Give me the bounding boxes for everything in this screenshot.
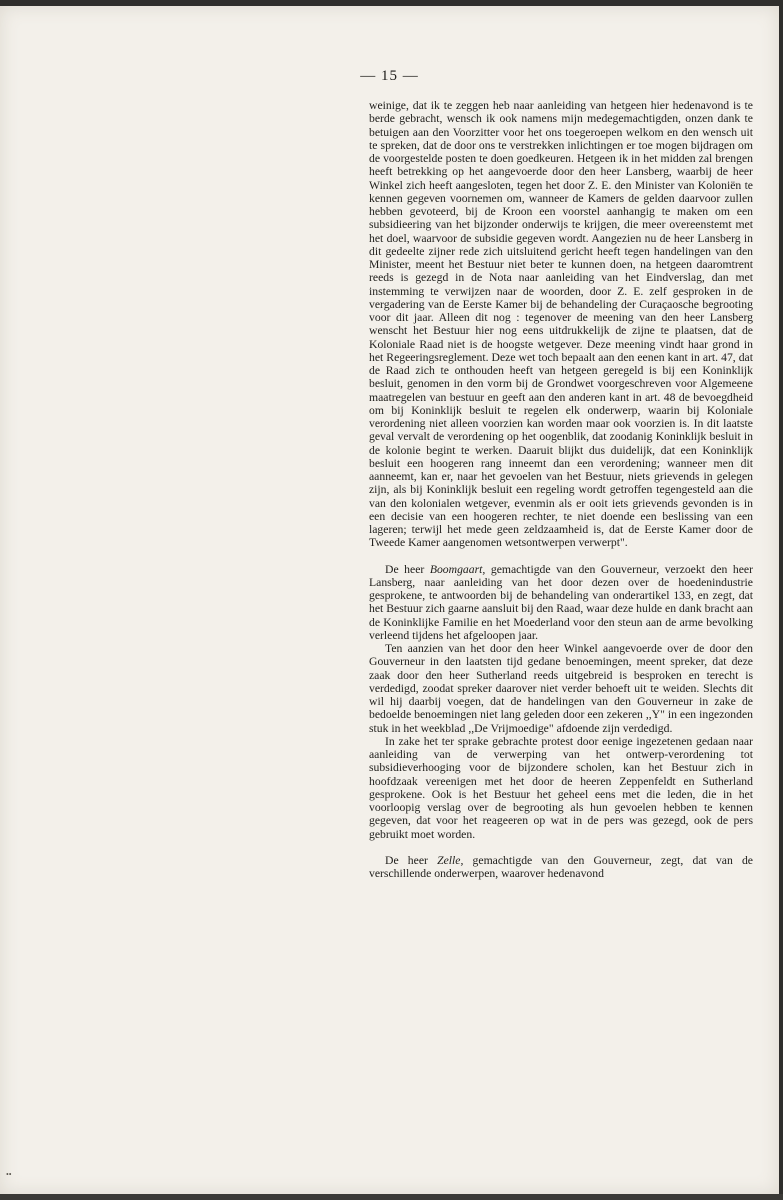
speaker-name-zelle: Zelle,	[437, 853, 464, 867]
page-number: — 15 —	[360, 68, 419, 84]
document-page	[0, 6, 779, 1194]
paragraph-continuation: weinige, dat ik te zeggen heb naar aanleiding van hetgeen hier hedenavond is te berde gebracht, wensch ik ook namens mijn medegemachtigden, onzen dank te betuigen aan den Voorzitter voor het ons toegeroepen welkom en den wensch uit te spreken, dat de door ons te verstrekken inlichtingen er toe mogen bijdragen om de voorgestelde posten te doen goedkeuren. Hetgeen ik in het midden zal brengen heeft betrekking op het aangevoerde door den heer Lansberg, waarbij de heer Winkel zich heeft aangesloten, tegen het door Z. E. den Minister van Koloniën te kennen gegeven voornemen om, wanneer de Kamers de gelden daarvoor zullen hebben gevoteerd, bij de Kroon een voorstel aanhangig te maken om een subsidieering van het bijzonder onderwijs te krijgen, die meer overeenstemt met het doel, waarvoor de subsidie gegeven wordt. Aangezien nu de heer Lansberg in dit gedeelte zijner rede zich uitsluitend gericht heeft tegen handelingen van den Minister, meent het Bestuur niet beter te kunnen doen, na hetgeen daaromtrent reeds is gezegd in de Nota naar aanleiding van het Eindverslag, dan met instemming te verwijzen naar de woorden, door Z. E. zelf gesproken in de vergadering van de Eerste Kamer bij de behandeling der Curaçaosche begrooting voor dit jaar. Alleen dit nog : tegenover de meening van den heer Lansberg wenscht het Bestuur hier nog eens uitdrukkelijk de zijne te plaatsen, dat de Koloniale Raad niet is de hoogste wetgever. Deze meening vindt haar grond in het Regeeringsreglement. Deze wet toch bepaalt aan den eenen kant in art. 47, dat de Raad zich te onthouden heeft van hetgeen geregeld is bij een Koninklijk besluit, genomen in den vorm bij de Grondwet voorgeschreven voor Algemeene maatregelen van bestuur en geeft aan den anderen kant in art. 48 de bevoegdheid om bij Koninklijk besluit te regelen elk onderwerp, waarin bij Koloniale verordening niet alleen voorzien kan worden maar ook voorzien is. In dit laatste geval vervalt de verordening op het oogenblik, dat zoodanig Koninklijk besluit in de kolonie begint te werken. Daaruit blijkt dus duidelijk, dat een Koninklijk besluit een hoogeren rang inneemt dan een verordening; wanneer men dit aanneemt, kan er, naar het gevoelen van het Bestuur, niets grievends in gelegen zijn, als bij Koninklijk besluit een regeling wordt getroffen tegengesteld aan die van den kolonialen wetgever, evenmin als er ooit iets grievends gevonden is in een decisie van een hoogeren rechter, te niet doende een beslissing van een lageren; terwijl het mede geen zeldzaamheid is, dat de Eerste Kamer door de Tweede Kamer aangenomen wetsontwerpen verwerpt".	[369, 99, 753, 550]
speaker-prefix: De heer	[385, 562, 430, 576]
paragraph-protest: In zake het ter sprake gebrachte protest door eenige ingezetenen gedaan naar aanleiding van de verwerping van het ontwerp-verordening tot subsidieverhooging voor de bijzondere scholen, kan het Bestuur zich in hoofdzaak vereenigen met het door de heeren Zeppenfeldt en Sutherland gesprokene. Ook is het Bestuur het geheel eens met die leden, die in het voorloopig verslag over de begrooting als hun gevoelen hebben te kennen gegeven, dat voor het reageeren op wat in de pers was gezegd, ook de pers gebruikt moet worden.	[369, 734, 753, 841]
text-column	[369, 99, 753, 880]
paragraph-boomgaart	[369, 563, 753, 643]
speaker-text: gemachtigde van den Gouverneur, zegt, dat van de verschillende onderwerpen, waarover hedenavond	[369, 853, 753, 880]
paragraph-benoemingen: Ten aanzien van het door den heer Winkel aangevoerde over de door den Gouverneur in den laatsten tijd gedane benoemingen, meent spreker, dat deze zaak door den heer Sutherland reeds uitgebreid is besproken en terecht is verdedigd, zoodat spreker daarover niet verder behoeft uit te weiden. Slechts dit wil hij daarbij voegen, dat de handelingen van den Gouverneur in zake de bedoelde benoemingen niet lang geleden door een zekeren ,,Y" in een ingezonden stuk in het weekblad ,,De Vrijmoedige" afdoende zijn verdedigd.	[369, 642, 753, 735]
speaker-prefix: De heer	[385, 853, 438, 867]
speaker-name-boomgaart: Boomgaart,	[429, 562, 486, 576]
paragraph-zelle	[369, 854, 753, 881]
margin-mark: ••	[6, 1170, 12, 1179]
speaker-text: gemachtigde van den Gouverneur, verzoekt den heer Lansberg, naar aanleiding van het door dezen over de hoedenindustrie gesprokene, te antwoorden bij de behandeling van onderartikel 133, en zegt, dat het Bestuur zich gaarne aansluit bij den Raad, waar deze hulde en dank bracht aan de Koninklijke Familie en het Moederland voor den steun aan de arme bevolking verleend tijdens het afgeloopen jaar.	[369, 562, 753, 642]
scan-edge	[0, 1194, 783, 1200]
